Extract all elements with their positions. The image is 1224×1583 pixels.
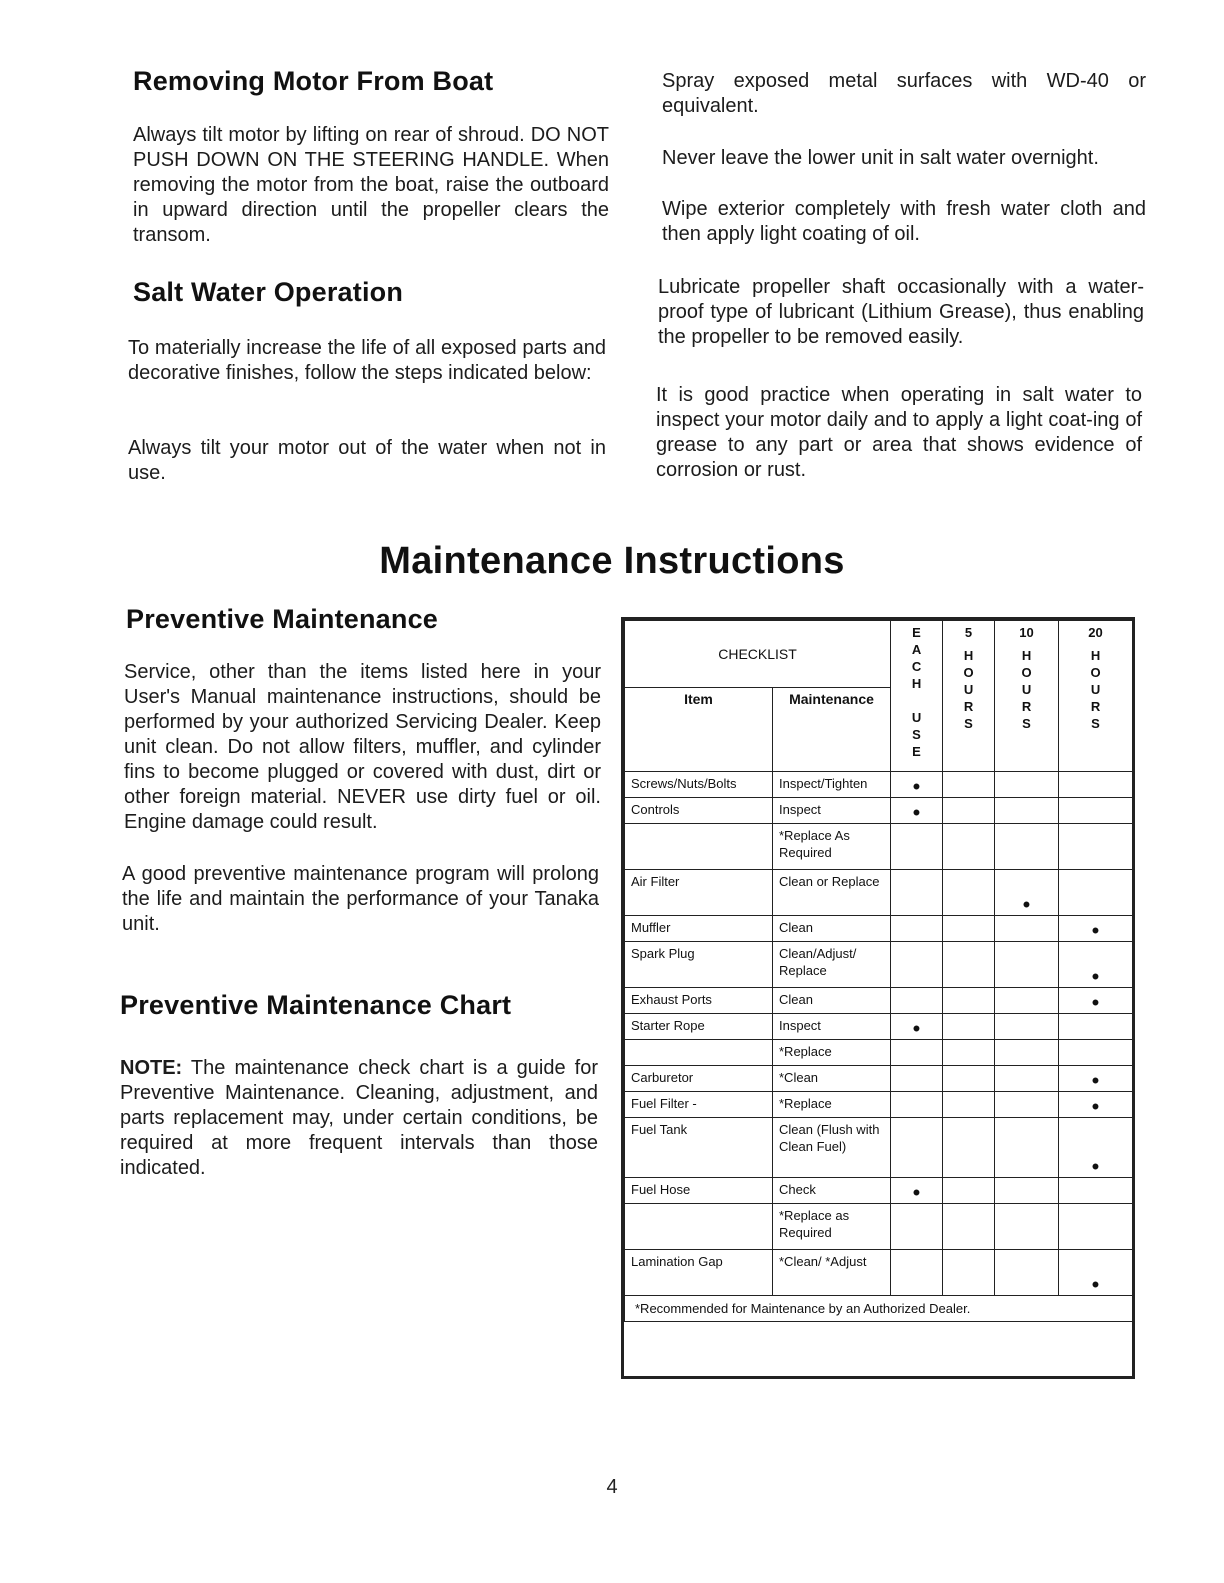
- interval-cell: [943, 1204, 995, 1250]
- row-maintenance: *Replace: [773, 1040, 891, 1066]
- interval-cell: [943, 824, 995, 870]
- preventive-maintenance-heading: Preventive Maintenance: [126, 604, 439, 634]
- row-item: Fuel Filter -: [625, 1092, 773, 1118]
- salt-step-lower-unit: Never leave the lower unit in salt water overnight.: [662, 147, 1099, 169]
- preventive-maintenance-text-1: Service, other than the items listed here in your User's Manual maintenance instructions, should be performed by your authorized Servicing Dealer. Keep unit clean. Do not allow filters, muffler, and cylinder fins to become plugged or covered with dust, dirt or other foreign material. NEVER use dirty fuel or oil. Engine damage could result.: [124, 661, 601, 833]
- interval-cell: [943, 772, 995, 798]
- table-row: [625, 988, 1133, 1014]
- table-row: [625, 1014, 1133, 1040]
- row-maintenance: Clean: [773, 916, 891, 942]
- interval-cell: [943, 942, 995, 988]
- row-item: [625, 1040, 773, 1066]
- table-row: [625, 1040, 1133, 1066]
- each-use-letter: A: [911, 642, 922, 657]
- interval-cell: [943, 798, 995, 824]
- checklist-header: CHECKLIST: [625, 621, 891, 688]
- salt-step-inspect: It is good practice when operating in salt water to inspect your motor daily and to apply a light coat-ing of grease to any part or area that shows evidence of corrosion or rust.: [656, 384, 1142, 481]
- col-5-letter: O: [963, 665, 974, 680]
- interval-cell: [943, 916, 995, 942]
- col-20-letter: U: [1090, 682, 1101, 697]
- col-5-letter: H: [963, 648, 974, 663]
- table-row: [625, 1092, 1133, 1118]
- col-20-letter: R: [1090, 699, 1101, 714]
- interval-cell: [995, 1066, 1059, 1092]
- col-20-letter: O: [1090, 665, 1101, 680]
- interval-cell: [1059, 824, 1133, 870]
- maintenance-chart-heading: Preventive Maintenance Chart: [120, 990, 512, 1020]
- interval-cell: [943, 1250, 995, 1296]
- interval-cell: [995, 1250, 1059, 1296]
- salt-water-text-1: To materially increase the life of all exposed parts and decorative finishes, follow the steps indicated below:: [128, 337, 606, 384]
- interval-cell: [995, 916, 1059, 942]
- row-maintenance: *Replace As Required: [773, 824, 891, 870]
- salt-water-heading: Salt Water Operation: [133, 277, 404, 307]
- col-maintenance-header: Maintenance: [773, 688, 891, 772]
- col-5-letter: S: [964, 716, 973, 731]
- each-use-letter: E: [912, 744, 921, 759]
- interval-cell: [995, 942, 1059, 988]
- maintenance-table: [624, 620, 1133, 1322]
- interval-cell: [891, 916, 943, 942]
- interval-cell: [1059, 1178, 1133, 1204]
- table-row: [625, 1066, 1133, 1092]
- table-row: [625, 798, 1133, 824]
- interval-cell: [995, 1014, 1059, 1040]
- page-number: 4: [606, 1476, 618, 1498]
- salt-step-wipe: Wipe exterior completely with fresh water cloth and then apply light coating of oil.: [662, 198, 1146, 245]
- interval-cell: [995, 1092, 1059, 1118]
- row-maintenance: Clean (Flush with Clean Fuel): [773, 1118, 891, 1178]
- interval-cell: [995, 772, 1059, 798]
- interval-cell: [1059, 1040, 1133, 1066]
- note-text: The maintenance check chart is a guide for Preventive Maintenance. Cleaning, adjustment, and parts replacement may, under certain conditions, be required at more frequent intervals than those indicated.: [120, 1057, 598, 1179]
- interval-cell: •: [891, 1014, 943, 1040]
- interval-cell: [891, 1250, 943, 1296]
- table-row: [625, 1178, 1133, 1204]
- each-use-letter: H: [911, 676, 922, 691]
- row-item: Exhaust Ports: [625, 988, 773, 1014]
- row-item: [625, 1204, 773, 1250]
- interval-cell: [891, 1204, 943, 1250]
- row-item: Spark Plug: [625, 942, 773, 988]
- each-use-letter: U: [911, 710, 922, 725]
- interval-cell: [995, 1178, 1059, 1204]
- salt-water-text-2: Always tilt your motor out of the water when not in use.: [128, 437, 606, 484]
- interval-cell: •: [1059, 1092, 1133, 1118]
- row-item: [625, 824, 773, 870]
- row-maintenance: *Replace: [773, 1092, 891, 1118]
- interval-cell: [943, 1092, 995, 1118]
- interval-cell: •: [891, 772, 943, 798]
- row-maintenance: Clean: [773, 988, 891, 1014]
- removing-motor-heading: Removing Motor From Boat: [133, 66, 494, 96]
- note-label: NOTE:: [120, 1057, 183, 1079]
- table-row: [625, 870, 1133, 916]
- row-item: Fuel Hose: [625, 1178, 773, 1204]
- row-maintenance: Inspect: [773, 798, 891, 824]
- col-each-use: [891, 621, 943, 772]
- row-item: Lamination Gap: [625, 1250, 773, 1296]
- col-20-letter: S: [1091, 716, 1100, 731]
- interval-cell: [1059, 870, 1133, 916]
- interval-cell: •: [1059, 1118, 1133, 1178]
- each-use-letter: E: [912, 625, 921, 640]
- table-row: [625, 942, 1133, 988]
- row-item: Muffler: [625, 916, 773, 942]
- row-maintenance: *Replace as Required: [773, 1204, 891, 1250]
- col-5-letter: R: [963, 699, 974, 714]
- each-use-letter: S: [912, 727, 921, 742]
- maintenance-note: [120, 1056, 598, 1181]
- interval-cell: [995, 1040, 1059, 1066]
- table-footnote: *Recommended for Maintenance by an Authorized Dealer.: [625, 1296, 1133, 1322]
- interval-cell: [891, 1066, 943, 1092]
- interval-cell: [995, 824, 1059, 870]
- col-10-hours: [995, 621, 1059, 772]
- interval-cell: [891, 870, 943, 916]
- interval-cell: •: [1059, 942, 1133, 988]
- row-item: Carburetor: [625, 1066, 773, 1092]
- table-row: [625, 1118, 1133, 1178]
- col-10-letter: S: [1022, 716, 1031, 731]
- each-use-letter: C: [911, 659, 922, 674]
- interval-cell: •: [891, 1178, 943, 1204]
- preventive-maintenance-text-2: A good preventive maintenance program will prolong the life and maintain the performance of your Tanaka unit.: [122, 863, 599, 935]
- interval-cell: [995, 1204, 1059, 1250]
- interval-cell: •: [1059, 1250, 1133, 1296]
- table-row: [625, 772, 1133, 798]
- interval-cell: •: [891, 798, 943, 824]
- row-maintenance: *Clean: [773, 1066, 891, 1092]
- col-20-hours: [1059, 621, 1133, 772]
- row-maintenance: Inspect: [773, 1014, 891, 1040]
- interval-cell: [891, 942, 943, 988]
- salt-step-spray: Spray exposed metal surfaces with WD-40 or equivalent.: [662, 70, 1146, 117]
- interval-cell: [943, 1040, 995, 1066]
- row-maintenance: *Clean/ *Adjust: [773, 1250, 891, 1296]
- row-item: Starter Rope: [625, 1014, 773, 1040]
- col-5-hours: [943, 621, 995, 772]
- interval-cell: [943, 1118, 995, 1178]
- removing-motor-text: Always tilt motor by lifting on rear of shroud. DO NOT PUSH DOWN ON THE STEERING HANDLE. When removing the motor from the boat, raise the outboard in upward direction until the propeller clears the transom.: [133, 124, 609, 246]
- interval-cell: [995, 798, 1059, 824]
- interval-cell: [1059, 798, 1133, 824]
- salt-step-lubricate: Lubricate propeller shaft occasionally with a water-proof type of lubricant (Lithium Grease), thus enabling the propeller to be removed easily.: [658, 276, 1144, 348]
- row-maintenance: Check: [773, 1178, 891, 1204]
- maintenance-checklist-chart: [621, 617, 1135, 1379]
- col-20-number: 20: [1088, 625, 1103, 640]
- interval-cell: [943, 1014, 995, 1040]
- row-item: Controls: [625, 798, 773, 824]
- table-row: [625, 1250, 1133, 1296]
- col-10-number: 10: [1019, 625, 1034, 640]
- table-row: [625, 824, 1133, 870]
- row-maintenance: Inspect/Tighten: [773, 772, 891, 798]
- table-row: [625, 916, 1133, 942]
- row-maintenance: Clean/Adjust/ Replace: [773, 942, 891, 988]
- interval-cell: [1059, 1014, 1133, 1040]
- col-20-letter: H: [1090, 648, 1101, 663]
- row-item: Screws/Nuts/Bolts: [625, 772, 773, 798]
- interval-cell: [891, 1040, 943, 1066]
- interval-cell: •: [1059, 916, 1133, 942]
- interval-cell: [1059, 772, 1133, 798]
- interval-cell: [891, 1118, 943, 1178]
- col-10-letter: H: [1021, 648, 1032, 663]
- row-item: Air Filter: [625, 870, 773, 916]
- interval-cell: [943, 1066, 995, 1092]
- row-maintenance: Clean or Replace: [773, 870, 891, 916]
- interval-cell: •: [1059, 988, 1133, 1014]
- col-5-letter: U: [963, 682, 974, 697]
- col-10-letter: U: [1021, 682, 1032, 697]
- col-10-letter: R: [1021, 699, 1032, 714]
- interval-cell: [943, 1178, 995, 1204]
- interval-cell: •: [995, 870, 1059, 916]
- table-row: [625, 1204, 1133, 1250]
- interval-cell: [995, 988, 1059, 1014]
- interval-cell: [891, 824, 943, 870]
- interval-cell: •: [1059, 1066, 1133, 1092]
- col-item-header: Item: [625, 688, 773, 772]
- col-10-letter: O: [1021, 665, 1032, 680]
- interval-cell: [891, 988, 943, 1014]
- maintenance-instructions-title: Maintenance Instructions: [379, 540, 845, 582]
- interval-cell: [943, 870, 995, 916]
- interval-cell: [1059, 1204, 1133, 1250]
- interval-cell: [891, 1092, 943, 1118]
- interval-cell: [995, 1118, 1059, 1178]
- row-item: Fuel Tank: [625, 1118, 773, 1178]
- interval-cell: [943, 988, 995, 1014]
- col-5-number: 5: [964, 625, 973, 640]
